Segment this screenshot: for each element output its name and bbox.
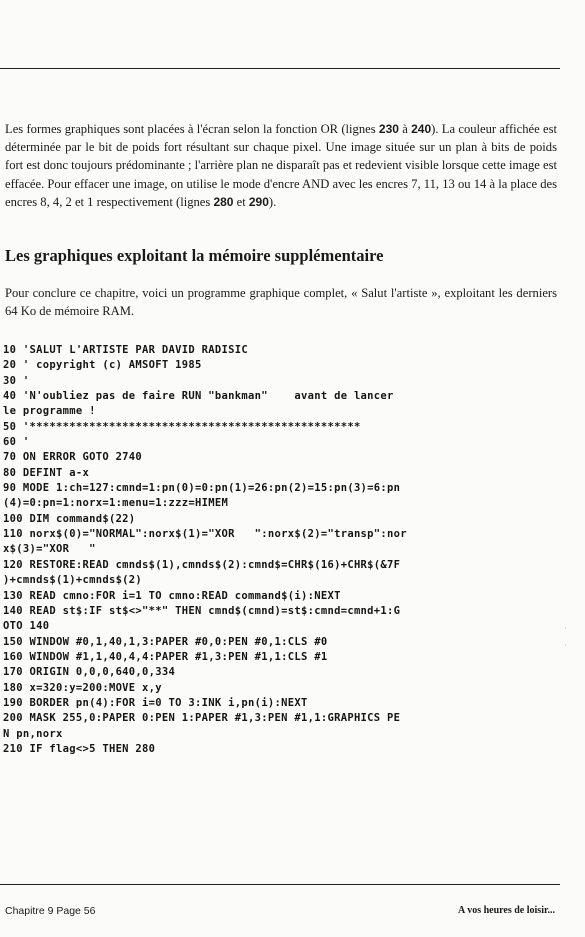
code-line: (4)=0:pn=1:norx=1:menu=1:zzz=HIMEM <box>3 497 229 510</box>
margin-smudge: ˙ <box>564 626 567 636</box>
section-heading: Les graphiques exploitant la mémoire supplémentaire <box>5 246 384 265</box>
code-line: x$(3)="XOR " <box>3 543 96 556</box>
code-line: 140 READ st$:IF st$<>"**" THEN cmnd$(cmnd)=st$:cmnd=cmnd+1:G <box>3 604 401 617</box>
code-line: 120 RESTORE:READ cmnds$(1),cmnds$(2):cmnd$=CHR$(16)+CHR$(&7F <box>3 558 401 571</box>
code-line: 130 READ cmno:FOR i=1 TO cmno:READ command$(i):NEXT <box>3 589 341 602</box>
code-line: 60 ' <box>3 436 30 449</box>
code-line: 20 ' copyright (c) AMSOFT 1985 <box>3 359 202 372</box>
margin-smudge: ˙ <box>564 643 567 653</box>
code-line: 80 DEFINT a-x <box>3 466 90 479</box>
code-line: N pn,norx <box>3 727 63 740</box>
code-line: 180 x=320:y=200:MOVE x,y <box>3 681 162 694</box>
code-line: 90 MODE 1:ch=127:cmnd=1:pn(0)=0:pn(1)=26:pn(2)=15:pn(3)=6:pn <box>3 482 401 495</box>
code-line: 50 '************************************************** <box>3 420 361 433</box>
body-paragraph-1: Les formes graphiques sont placées à l'écran selon la fonction OR (lignes 230 à 240). La couleur affichée est déterminée par le bit de poids fort résultant sur chaque pixel. Une image située sur un plan à bits de poids fort est donc toujours prédominante ; l'arrière plan ne disparaît pas et redevient visible lorsque cette image est effacée. Pour effacer une image, on utilise le mode d'encre AND avec les encres 7, 11, 13 ou 14 à la place des encres 8, 4, 2 et 1 respectivement (lignes 280 et 290). <box>5 122 557 209</box>
code-line: 110 norx$(0)="NORMAL":norx$(1)="XOR ":norx$(2)="transp":nor <box>3 528 407 541</box>
code-line: 160 WINDOW #1,1,40,4,4:PAPER #1,3:PEN #1,1:CLS #1 <box>3 650 328 663</box>
top-rule <box>0 68 560 69</box>
code-line: 200 MASK 255,0:PAPER 0:PEN 1:PAPER #1,3:PEN #1,1:GRAPHICS PE <box>3 712 401 725</box>
body-paragraph-2: Pour conclure ce chapitre, voici un programme graphique complet, « Salut l'artiste », exploitant les derniers 64 Ko de mémoire RAM. <box>5 286 557 319</box>
basic-code-listing <box>3 343 563 757</box>
code-line: OTO 140 <box>3 620 50 633</box>
footer-book-title: A vos heures de loisir... <box>458 905 555 916</box>
footer-chapter-page: Chapitre 9 Page 56 <box>5 905 96 917</box>
code-line: 100 DIM command$(22) <box>3 512 136 525</box>
bottom-rule <box>0 884 560 885</box>
code-line: 210 IF flag<>5 THEN 280 <box>3 742 156 755</box>
code-line: 170 ORIGIN 0,0,0,640,0,334 <box>3 666 176 679</box>
code-line: 70 ON ERROR GOTO 2740 <box>3 451 143 464</box>
code-line: )+cmnds$(1)+cmnds$(2) <box>3 574 143 587</box>
code-line: 30 ' <box>3 374 30 387</box>
code-line: 40 'N'oubliez pas de faire RUN "bankman" avant de lancer <box>3 390 394 403</box>
code-line: 190 BORDER pn(4):FOR i=0 TO 3:INK i,pn(i):NEXT <box>3 696 308 709</box>
code-line: le programme ! <box>3 405 96 418</box>
code-line: 10 'SALUT L'ARTISTE PAR DAVID RADISIC <box>3 344 248 356</box>
code-line: 150 WINDOW #0,1,40,1,3:PAPER #0,0:PEN #0,1:CLS #0 <box>3 635 328 648</box>
